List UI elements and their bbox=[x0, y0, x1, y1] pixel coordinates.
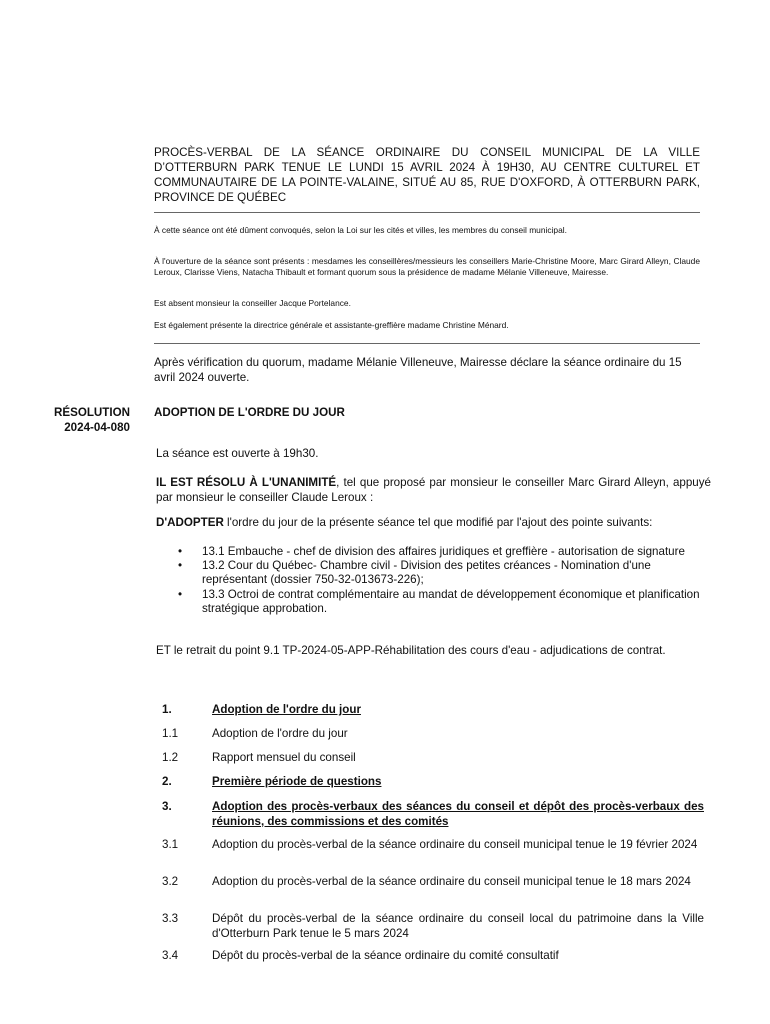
adopt-lead: D'ADOPTER bbox=[156, 516, 224, 529]
absent-member-text: Est absent monsieur la conseiller Jacque Portelance. bbox=[154, 298, 351, 308]
list-item: • 13.3 Octroi de contrat complémentaire au mandat de développement économique et planification stratégique approbation. bbox=[178, 588, 712, 616]
agenda-num: 1.2 bbox=[162, 751, 179, 764]
document-title: PROCÈS-VERBAL DE LA SÉANCE ORDINAIRE DU CONSEIL MUNICIPAL DE LA VILLE D’OTTERBURN PARK TENUE LE LUNDI 15 AVRIL 2024 À 19H30, AU CENTRE CULTUREL ET COMMUNAUTAIRE DE LA POINTE-VALAINE, SITUÉ AU 85, RUE D'OXFORD, À OTTERBURN PARK, PROVINCE DE QUÉBEC bbox=[154, 146, 700, 204]
withdrawal-text: ET le retrait du point 9.1 TP-2024-05-APP-Réhabilitation des cours d'eau - adjudications de contrat. bbox=[156, 644, 666, 657]
agenda-num: 1. bbox=[162, 703, 172, 716]
agenda-item: Adoption des procès-verbaux des séances du conseil et dépôt des procès-verbaux des réunions, des commissions et des comités bbox=[212, 800, 704, 828]
agenda-num: 3.1 bbox=[162, 838, 179, 851]
agenda-item: Adoption de l'ordre du jour bbox=[212, 727, 348, 740]
divider-bottom bbox=[154, 343, 700, 344]
agenda-num: 1.1 bbox=[162, 727, 179, 740]
agenda-item: Dépôt du procès-verbal de la séance ordinaire du comité consultatif bbox=[212, 949, 559, 962]
adopt-paragraph bbox=[156, 516, 711, 531]
quorum-text: Après vérification du quorum, madame Mélanie Villeneuve, Mairesse déclare la séance ordinaire du 15 avril 2024 ouverte. bbox=[154, 356, 682, 384]
adopt-rest: l'ordre du jour de la présente séance tel que modifié par l'ajout des pointe suivants: bbox=[223, 516, 653, 529]
resolved-rest: , tel que proposé par monsieur le conseiller Marc Girard Alleyn, appuyé par monsieur le conseiller Claude Leroux : bbox=[156, 476, 711, 504]
agenda-num: 3.3 bbox=[162, 912, 179, 925]
agenda-num: 2. bbox=[162, 775, 172, 788]
present-members-text: À l'ouverture de la séance sont présents : mesdames les conseillères/messieurs les conseillers Marie-Christine Moore, Marc Girard Alleyn, Claude Leroux, Clarisse Viens, Natacha Thibault et formant quorum sous la présidence de madame Mélanie Villeneuve, Mairesse. bbox=[154, 256, 700, 277]
agenda-item: Adoption du procès-verbal de la séance ordinaire du conseil municipal tenue le 18 mars 2024 bbox=[212, 875, 691, 888]
list-item: • 13.2 Cour du Québec- Chambre civil - Division des petites créances - Nomination d'une représentant (dossier 750-32-013673-226); bbox=[178, 559, 712, 587]
agenda-item: Adoption de l'ordre du jour bbox=[212, 703, 361, 716]
agenda-item: Dépôt du procès-verbal de la séance ordinaire du conseil local du patrimoine dans la Ville d'Otterburn Park tenue le 5 mars 2024 bbox=[212, 912, 704, 940]
resolution-number: 2024-04-080 bbox=[64, 420, 130, 434]
divider-top bbox=[154, 212, 700, 213]
agenda-item: Première période de questions bbox=[212, 775, 382, 788]
resolution-label-text: RÉSOLUTION bbox=[53, 406, 130, 419]
added-items-list bbox=[178, 545, 712, 616]
resolved-lead: IL EST RÉSOLU À L'UNANIMITÉ bbox=[156, 476, 337, 489]
agenda-num: 3.4 bbox=[162, 949, 179, 962]
agenda-item: Adoption du procès-verbal de la séance ordinaire du conseil municipal tenue le 19 février 2024 bbox=[212, 838, 698, 851]
agenda-item: Rapport mensuel du conseil bbox=[212, 751, 356, 764]
also-present-text: Est également présente la directrice générale et assistante-greffière madame Christine Ménard. bbox=[154, 320, 509, 330]
opening-time-text: La séance est ouverte à 19h30. bbox=[156, 447, 319, 460]
agenda-num: 3.2 bbox=[162, 875, 179, 888]
list-item: • 13.1 Embauche - chef de division des affaires juridiques et greffière - autorisation de signature bbox=[178, 545, 712, 559]
resolved-paragraph bbox=[156, 476, 711, 506]
resolution-heading: ADOPTION DE L'ORDRE DU JOUR bbox=[154, 406, 345, 419]
agenda-num: 3. bbox=[162, 800, 172, 813]
convocation-text: À cette séance ont été dûment convoqués, selon la Loi sur les cités et villes, les membres du conseil municipal. bbox=[154, 225, 567, 235]
resolution-label bbox=[30, 406, 130, 436]
